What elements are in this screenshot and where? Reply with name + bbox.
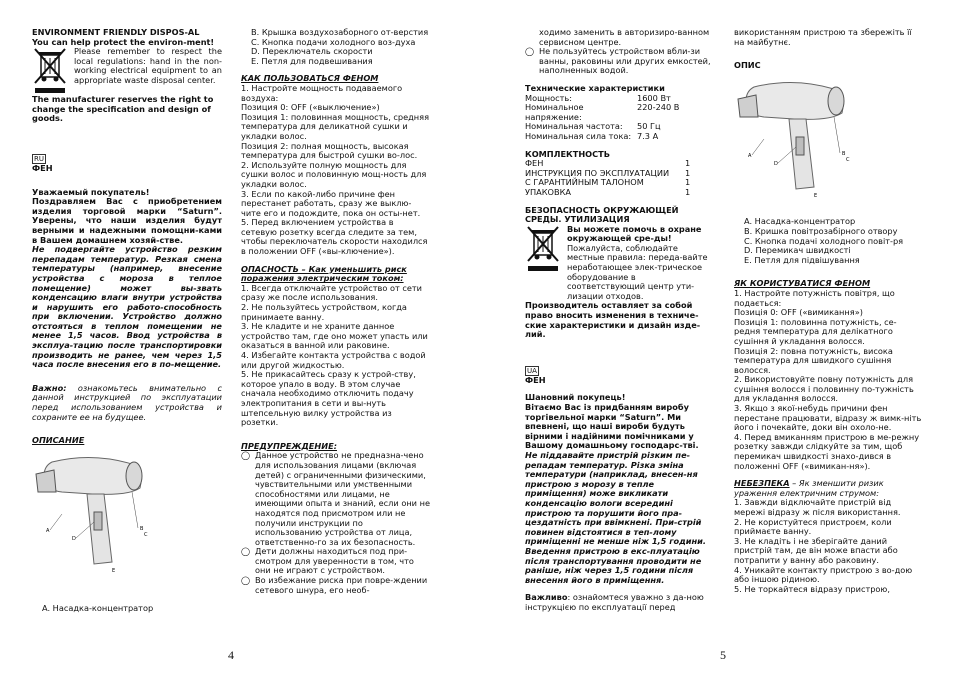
warn-ru-2: Во избежание риска при повре-ждении сетевого шнура, его необ-	[255, 575, 428, 595]
usage-ru-5: 3. Если по какой-либо причине фен перестанет работать, сразу же выклю-чите его и подождите, пока он осты-нет.	[241, 188, 421, 218]
product-title-ua: ФЕН	[525, 374, 546, 385]
bullet-icon: ◯	[525, 46, 535, 57]
kit-item: ФЕН	[525, 158, 544, 169]
callout-d: D	[774, 160, 778, 167]
bullet-icon: ◯	[241, 546, 251, 557]
spec-value: 50 Гц	[637, 121, 661, 132]
callout-e: E	[112, 567, 116, 574]
spec-key: Номинальное напряжение:	[525, 102, 584, 122]
spec-value: 1600 Вт	[637, 92, 671, 103]
item-b-ru: B. Крышка воздухозаборного от-верстия	[251, 27, 429, 37]
danger-ua-2: 3. Не кладіть і не зберігайте даний пристрій там, де він може впасти або потрапити у ванну або раковину.	[734, 535, 898, 565]
danger-ru-0: 1. Всегда отключайте устройство от сети сразу же после использования.	[241, 282, 422, 303]
kit-row	[525, 188, 690, 198]
specs-table	[525, 94, 679, 142]
crossed-bin-icon	[32, 47, 68, 95]
kit-qty: 1	[685, 158, 691, 169]
item-d-ru: D. Переключатель скорости	[251, 46, 373, 57]
product-title-ru: ФЕН	[32, 162, 53, 173]
callout-a: A	[748, 152, 752, 159]
description-title-ru: ОПИСАНИЕ	[32, 435, 85, 446]
env-title: ENVIRONMENT FRIENDLY DISPOS-AL	[32, 27, 200, 37]
important-ua	[525, 593, 713, 612]
callout-b: B	[140, 525, 144, 532]
spec-row	[525, 132, 679, 142]
item-e-ru: E. Петля для подвешивания	[251, 55, 373, 66]
warn-ru-item-0	[241, 451, 431, 547]
item-a-ua: A. Насадка-концентратор	[744, 216, 856, 227]
danger-ru-3: 4. Избегайте контакта устройства с водой или другой жидкостью.	[241, 350, 426, 370]
usage-ua-3: Позиція 2: повна потужність, висока температура для швидкого сушіння волосся.	[734, 345, 893, 375]
kit-item: С ГАРАНТИЙНЫМ ТАЛОНОМ	[525, 177, 644, 188]
spec-key: Номинальная частота:	[525, 121, 623, 132]
env-lead: You can help protect the environ-ment!	[32, 36, 215, 47]
crossed-bin-icon	[525, 225, 561, 273]
spec-value: 220-240 В	[637, 102, 680, 113]
item-e-ua: E. Петля для підвішування	[744, 254, 860, 265]
description-title-ua: ОПИС	[734, 60, 761, 71]
item-c-ru: C. Кнопка подачи холодного воз-духа	[251, 36, 416, 47]
greeting-ru: Уважаемый покупатель!	[32, 186, 150, 197]
warn-title-ru: ПРЕДУПРЕЖДЕНИЕ:	[241, 440, 337, 451]
item-d-ua: D. Перемикач швидкості	[744, 245, 851, 256]
env-manufacturer: The manufacturer reserves the right to change the specification and design of goods.	[32, 94, 214, 124]
env-text: Please remember to respect the local regulations: hand in the non-working electrical equipment to an appropriate waste disposal center.	[74, 46, 222, 85]
item-b-ua: B. Кришка повітрозабірного отвору	[744, 225, 898, 236]
hairdryer-image	[734, 77, 854, 201]
hairdryer-image	[32, 452, 152, 576]
usage-ua-4: 2. Використовуйте повну потужність для сушіння волосся і половинну по-тужність для укладання волосся.	[734, 374, 914, 404]
hairdryer-illustration	[32, 452, 222, 579]
important-text-ua: : ознайомтеся уважно з да-ною інструкцією по експлуатації перед	[525, 592, 704, 612]
kit-title-ru: КОМПЛЕКТНОСТЬ	[525, 148, 610, 159]
language-badge-ru: RU	[34, 154, 44, 163]
danger-ua-1: 2. Не користуйтеся пристроєм, коли приймаєте ванну.	[734, 516, 892, 537]
important-text-ru: ознакомьтесь внимательно с данной инструкцией по эксплуатации перед использованием устройства и сохраните ее на будущее.	[32, 382, 222, 422]
warn-ru-item-2	[241, 576, 431, 595]
important-label-ua: Важливо	[525, 592, 568, 603]
danger-ua-3: 4. Уникайте контакту пристрою з во-дою або іншою рідиною.	[734, 564, 913, 585]
danger-ua-0: 1. Завжди відключайте пристрій від мережі відразу ж після використання.	[734, 497, 901, 517]
eco-block-ru	[525, 225, 713, 302]
kit-table	[525, 159, 690, 197]
column-2	[241, 28, 431, 595]
page-number-left: 4	[228, 648, 234, 662]
callout-d: D	[72, 535, 76, 542]
warn-ru-item-1	[241, 547, 431, 576]
usage-ua-2: Позиція 1: половинна потужність, се-редня температура для делікатного сушіння й укладання волосся.	[734, 316, 897, 346]
spec-row	[525, 103, 679, 122]
kit-qty: 1	[685, 186, 691, 197]
cont-ua: використанням пристрою та збережіть її на майбутнє.	[734, 27, 912, 47]
bullet-icon: ◯	[241, 450, 251, 461]
callout-b: B	[842, 150, 846, 157]
kit-item: ИНСТРУКЦИЯ ПО ЭКСПЛУАТАЦИИ	[525, 167, 670, 178]
bath-bullet-ru	[525, 47, 713, 76]
usage-ru-1: Позиция 0: OFF («выключение»)	[241, 102, 380, 113]
eco-manuf-ru: Производитель оставляет за собой право вносить изменения в техниче-ские характеристики и дизайн изде-лий.	[525, 300, 701, 340]
callout-c: C	[846, 156, 850, 163]
warn-ru-0: Данное устройство не предназна-чено для использования лицами (включая детей) с ограниченными физическими, чувствительными или умственными способностями или лицами, не имеющими опыта и знаний, если они не находятся под присмотром или не получили инструкции по использованию устройства от лица, ответственно-го за их безопасность.	[255, 450, 430, 547]
usage-ru-6: 5. Перед включением устройства в сетевую розетку всегда следите за тем, чтобы переключатель скорости находился в положении OFF («вы-ключение»).	[241, 217, 428, 257]
column-4	[734, 28, 922, 594]
danger-ru-2: 3. Не кладите и не храните данное устройство там, где оно может упасть или оказаться в ванной или раковине.	[241, 321, 428, 351]
danger-ru-4: 5. Не прикасайтесь сразу к устрой-ству, которое упало в воду. В этом случае сначала необходимо отключить подачу электропитания в сети и вы-нуть штепсельную вилку устройства из розетки.	[241, 369, 416, 428]
kit-qty: 1	[685, 167, 691, 178]
intro-ru: Поздравляем Вас с приобретением изделия торговой марки “Saturn”. Уверены, что наши изделия будут верными и надежными помощни-ками в Вашем домашнем хозяй-стве.	[32, 196, 222, 245]
hairdryer-illustration-ua	[734, 77, 922, 204]
bath-text-ru: Не пользуйтесь устройством вбли-зи ванны, раковины или других емкостей, наполненных водой.	[539, 46, 711, 76]
spec-value: 7.3 А	[637, 130, 659, 141]
language-badge-ua: UA	[527, 366, 537, 375]
page-number-right: 5	[720, 648, 726, 662]
specs-title-ru: Технические характеристики	[525, 82, 665, 93]
danger-ua-4: 5. Не торкайтеся відразу пристрою,	[734, 583, 890, 594]
greeting-ua: Шановний покупець!	[525, 392, 626, 403]
usage-ua-6: 4. Перед вмиканням пристрою в ме-режну розетку завжди слідкуйте за тим, щоб перемикач швидкості знахо-дився в положенні OFF («вимикан-ня»).	[734, 431, 920, 471]
warn-ru-1: Дети должны находиться под при-смотром для уверенности в том, что они не играют с устройством.	[255, 546, 414, 576]
usage-ua-1: Позиція 0: OFF («вимикання»)	[734, 307, 863, 318]
usage-title-ua: ЯК КОРИСТУВАТИСЯ ФЕНОМ	[734, 278, 871, 289]
warning-ua: Не піддавайте пристрій різким пе-репадам температур. Різка зміна температури (наприклад, внесен-ня пристрою з морозу в тепле приміщення) може викликати конденсацію вологи всередині пристрою та порушити його пра-цездатність при ввімкнені. При-стрій повинен відстоятися в теп-лому приміщенні не менше ніж 1,5 години. Введення пристрою в екс-плуатацію після транспортування проводити не раніше, ніж через 1,5 години після внесення його в приміщення.	[525, 449, 706, 585]
danger-heading-ua	[734, 479, 922, 498]
warning-ru: Не подвергайте устройство резким перепадам температур. Резкая смена температуры (например, внесение устройства с мороза в теплое помещение) может вы-звать конденсацию влаги внутри устройства и нарушить его работо-способность при включении. Устройство должно отстояться в теплом помещении не менее 1,5 часов. Ввод устройства в эксплуа-тацию после транспортировки производить не ранее, чем через 1,5 часа после внесения его в по-мещение.	[32, 244, 222, 370]
danger-title-ua: НЕБЕЗПЕКА	[734, 478, 790, 489]
column-1	[32, 28, 222, 614]
usage-ru-4: 2. Используйте полную мощность для сушки волос и половинную мощ-ность для укладки волос.	[241, 159, 427, 189]
usage-ru-0: 1. Настройте мощность подаваемого воздуха:	[241, 82, 403, 103]
usage-ru-2: Позиция 1: половинная мощность, средняя температура для деликатной сушки и укладки волос.	[241, 111, 429, 141]
danger-ru-1: 2. Не пользуйтесь устройством, когда принимаете ванну.	[241, 302, 407, 322]
bullet-icon: ◯	[241, 575, 251, 586]
usage-title-ru: КАК ПОЛЬЗОВАТЬСЯ ФЕНОМ	[241, 73, 379, 84]
cont-ru: ходимо заменить в авторизиро-ванном сервисном центре.	[539, 27, 710, 47]
eco-title-ru: БЕЗОПАСНОСТЬ ОКРУЖАЮЩЕЙ СРЕДЫ. УТИЛИЗАЦИЯ	[525, 204, 679, 225]
usage-ua-0: 1. Настройте потужність повітря, що подається:	[734, 287, 895, 308]
danger-sub-ua: – Як зменшити ризик ураження електричним струмом:	[734, 478, 884, 498]
item-c-ua: C. Кнопка подачі холодного повіт-ря	[744, 235, 904, 246]
eco-text-ru: Пожалуйста, соблюдайте местные правила: переда-вайте неработающее элек-трическое оборудование в соответствующий центр ути-лизации отходов.	[567, 242, 708, 301]
callout-a: A	[46, 527, 50, 534]
column-3	[525, 28, 713, 612]
usage-ua-5: 3. Якщо з якої-небудь причини фен перестане працювати, відразу ж вимк-ніть його і почекайте, доки він охоло-не.	[734, 403, 922, 433]
usage-ru-3: Позиция 2: полная мощность, высокая температура для быстрой сушки во-лос.	[241, 140, 418, 161]
spec-key: Номинальная сила тока:	[525, 130, 632, 141]
spec-key: Мощность:	[525, 92, 573, 103]
callout-c: C	[144, 531, 148, 538]
kit-qty: 1	[685, 177, 691, 188]
item-a-ru: A. Насадка-концентратор	[42, 603, 154, 614]
intro-ua: Вітаємо Вас із придбанням виробу торгівельної марки “Saturn”. Ми впевнені, що наші вироби будуть вірними і надійними помічниками у Вашому домашньому господарс-тві.	[525, 402, 699, 451]
recycle-block	[32, 47, 222, 95]
danger-title-ru: ОПАСНОСТЬ – Как уменьшить риск поражения электрическим током:	[241, 263, 407, 284]
eco-lead-ru: Вы можете помочь в охране окружающей сре-ды!	[567, 223, 702, 244]
important-ru	[32, 384, 222, 422]
kit-item: УПАКОВКА	[525, 186, 572, 197]
important-label-ru: Важно:	[32, 382, 67, 393]
callout-e: E	[814, 192, 818, 199]
